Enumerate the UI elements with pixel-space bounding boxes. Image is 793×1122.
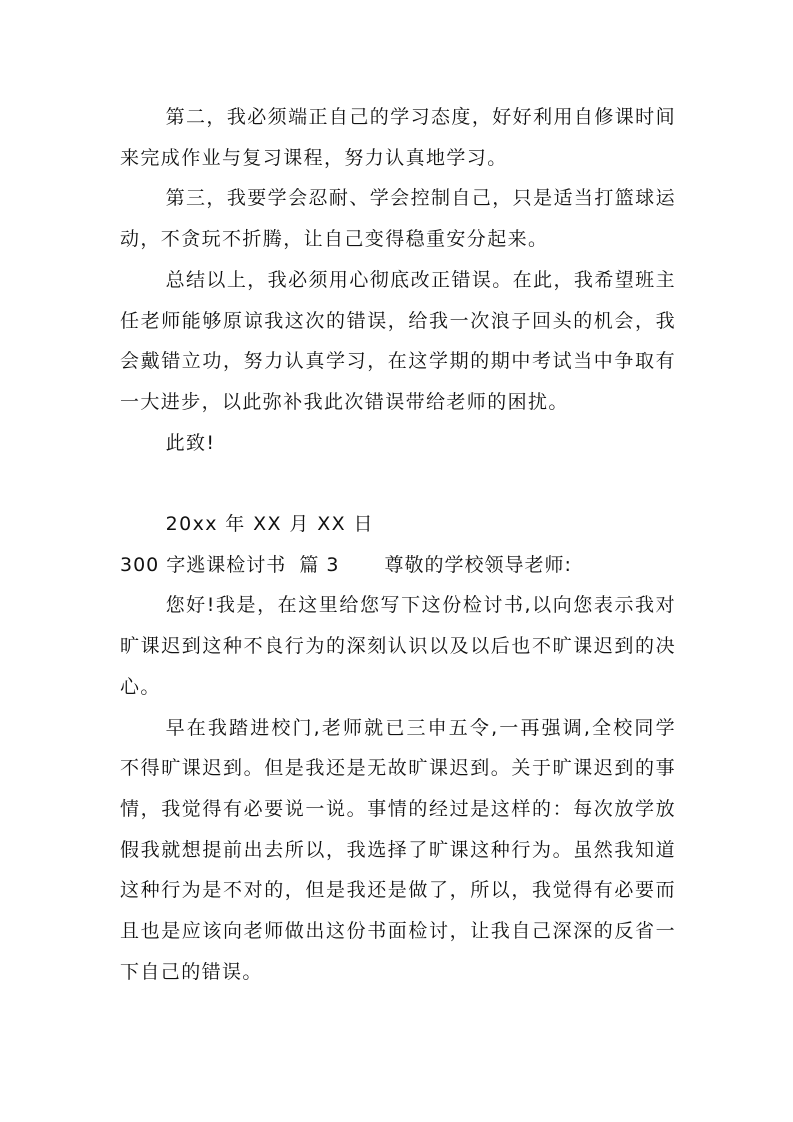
closing-salutation: 此致! [165, 431, 216, 454]
greeting: 尊敬的学校领导老师: [384, 553, 572, 576]
section-title: 300 字逃课检讨书 [120, 553, 287, 576]
paragraph-opening: 您好!我是，在这里给您写下这份检讨书,以向您表示我对旷课迟到这种不良行为的深刻认识以及以后也不旷课迟到的决心。 [120, 594, 676, 698]
blank-line [120, 463, 676, 504]
paragraph-third-point: 第三，我要学会忍耐、学会控制自己，只是适当打篮球运动，不贪玩不折腾，让自己变得稳重安分起来。 [120, 187, 676, 251]
document-body [120, 97, 676, 992]
paragraph-summary: 总结以上，我必须用心彻底改正错误。在此，我希望班主任老师能够原谅我这次的错误，给我一次浪子回头的机会，我会戴错立功，努力认真学习，在这学期的期中考试当中争取有一大进步，以此弥补我此次错误带给老师的困扰。 [120, 268, 676, 413]
paragraph-incident: 早在我踏进校门,老师就已三申五令,一再强调,全校同学不得旷课迟到。但是我还是无故旷课迟到。关于旷课迟到的事情，我觉得有必要说一说。事情的经过是这样的：每次放学放假我就想提前出去所以，我选择了旷课这种行为。虽然我知道这种行为是不对的，但是我还是做了，所以，我觉得有必要而且也是应该向老师做出这份书面检讨，让我自己深深的反省一下自己的错误。 [120, 716, 676, 983]
section-part-label: 篇 3 [299, 553, 340, 576]
section-heading-line [120, 545, 676, 586]
document-date: 20xx 年 XX 月 XX 日 [165, 513, 374, 536]
paragraph-second-point: 第二，我必须端正自己的学习态度，好好利用自修课时间来完成作业与复习课程，努力认真地学习。 [120, 106, 676, 169]
